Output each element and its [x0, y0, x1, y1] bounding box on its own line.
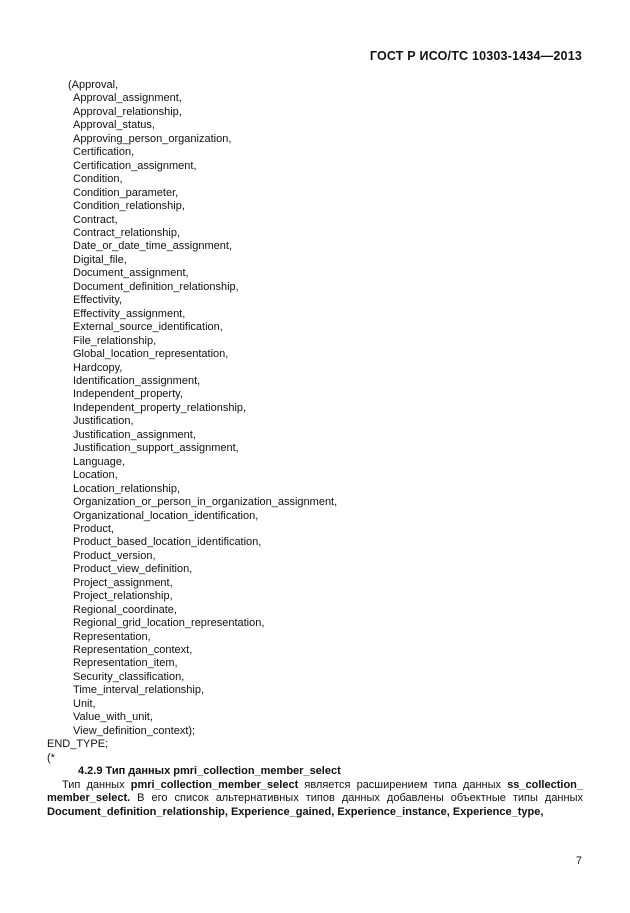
- text: В его список альтернативных типов данных добавлены объектные типы данных: [130, 792, 583, 804]
- section-paragraph: [47, 779, 583, 820]
- list-item: Digital_file,: [73, 253, 127, 266]
- list-item: Regional_grid_location_representation,: [73, 617, 265, 630]
- list-item: Contract_relationship,: [73, 226, 181, 239]
- list-item: View_definition_context);: [73, 724, 196, 737]
- list-item: Certification,: [73, 146, 135, 159]
- list-item: Approving_person_organization,: [73, 132, 232, 145]
- list-item: Effectivity_assignment,: [73, 307, 186, 320]
- list-item: Condition,: [73, 173, 123, 186]
- list-item: Condition_parameter,: [73, 186, 179, 199]
- list-item: (Approval,: [68, 79, 119, 91]
- select-type-list: [68, 79, 337, 738]
- document-body: [47, 738, 583, 819]
- list-item: File_relationship,: [73, 334, 157, 347]
- list-item: Effectivity,: [73, 294, 123, 307]
- list-item: Approval_relationship,: [73, 105, 182, 118]
- list-item: External_source_identification,: [73, 321, 223, 334]
- list-item: Product,: [73, 522, 114, 535]
- end-type-keyword: END_TYPE;: [47, 738, 109, 750]
- section-heading: 4.2.9 Тип данных pmri_collection_member_select: [78, 765, 341, 777]
- list-item: Contract,: [73, 213, 118, 226]
- list-item: Project_relationship,: [73, 590, 173, 603]
- list-item: Date_or_date_time_assignment,: [73, 240, 232, 253]
- list-item: Hardcopy,: [73, 361, 123, 374]
- text: является расширением типа данных: [298, 778, 508, 791]
- list-item: Approval_status,: [73, 119, 155, 132]
- list-item: Security_classification,: [73, 670, 185, 683]
- list-item: Representation,: [73, 630, 151, 643]
- type-name: pmri_collection_member_select: [130, 778, 299, 791]
- type-names: Document_definition_relationship, Experience_gained, Experience_instance, Experience_type,: [47, 805, 544, 818]
- list-item: Language,: [73, 455, 125, 468]
- list-item: Representation_item,: [73, 657, 178, 670]
- list-item: Location,: [73, 469, 118, 482]
- list-item: Product_view_definition,: [73, 563, 193, 576]
- list-item: Value_with_unit,: [73, 711, 153, 724]
- type-name: ss_collection_ member_select.: [47, 778, 584, 804]
- list-item: Condition_relationship,: [73, 200, 185, 213]
- list-item: Document_assignment,: [73, 267, 189, 280]
- list-item: Justification_support_assignment,: [73, 442, 239, 455]
- list-item: Product_based_location_identification,: [73, 536, 262, 549]
- list-item: Global_location_representation,: [73, 348, 229, 361]
- list-item: Project_assignment,: [73, 576, 173, 589]
- list-item: Organization_or_person_in_organization_assignment,: [73, 496, 338, 509]
- list-item: Time_interval_relationship,: [73, 684, 205, 697]
- list-item: Location_relationship,: [73, 482, 181, 495]
- text: Тип данных: [62, 778, 131, 791]
- document-header: ГОСТ Р ИСО/ТС 10303-1434—2013: [369, 49, 582, 63]
- list-item: Justification,: [73, 415, 134, 428]
- list-item: Regional_coordinate,: [73, 603, 177, 616]
- list-item: Unit,: [73, 697, 96, 710]
- list-item: Document_definition_relationship,: [73, 280, 239, 293]
- list-item: Identification_assignment,: [73, 374, 201, 387]
- list-item: Independent_property_relationship,: [73, 401, 247, 414]
- list-item: Organizational_location_identification,: [73, 509, 259, 522]
- list-item: Independent_property,: [73, 388, 183, 401]
- list-item: Approval_assignment,: [73, 92, 182, 105]
- list-item: Justification_assignment,: [73, 428, 196, 441]
- list-item: Certification_assignment,: [73, 159, 197, 172]
- list-item: Product_version,: [73, 549, 156, 562]
- list-item: Representation_context,: [73, 644, 193, 657]
- comment-open: (*: [47, 751, 55, 764]
- page-number: 7: [575, 855, 582, 867]
